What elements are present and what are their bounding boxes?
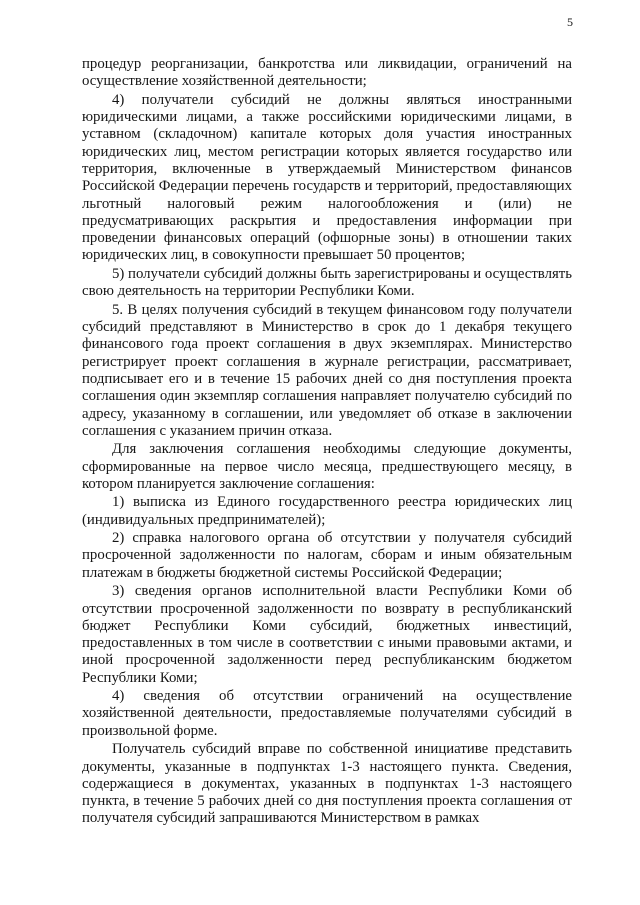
page-number: 5 [567,15,573,29]
paragraph-doc-4-restrictions: 4) сведения об отсутствии ограничений на осуществление хозяйственной деятельности, предоставляемые получателями субсидий в произвольной форме. [82,688,572,739]
paragraph-own-initiative: Получатель субсидий вправе по собственной инициативе представить документы, указанные в подпунктах 1-3 настоящего пункта. Сведения, содержащиеся в документах, указанных в подпунктах 1-3 настоящего пункта, в течение 5 рабочих дней со дня поступления проекта соглашения от получателя субсидий запрашиваются Министерством в рамках [82,741,572,827]
paragraph-item-4-foreign-entities: 4) получатели субсидий не должны являться иностранными юридическими лицами, а также российскими юридическими лицами, в уставном (складочном) капитале которых доля участия иностранных юридических лиц, местом регистрации которых является государство или территория, включенные в утверждаемый Министерством финансов Российской Федерации перечень государств и территорий, предоставляющих льготный налоговый режим налогообложения и (или) не предусматривающих раскрытия и предоставления информации при проведении финансовых операций (офшорные зоны) в отношении таких юридических лиц, в совокупности превышает 50 процентов; [82,91,572,264]
paragraph-section-5: 5. В целях получения субсидий в текущем финансовом году получатели субсидий представляют в Министерство в срок до 1 декабря текущего финансового года проект соглашения в двух экземплярах. Министерство регистрирует проект соглашения в журнале регистрации, рассматривает, подписывает его и в течение 15 рабочих дней со дня поступления проекта соглашения один экземпляр соглашения направляет получателю субсидий по адресу, указанному в соглашении, или уведомляет об отказе в заключении соглашения с указанием причин отказа. [82,301,572,439]
paragraph-item-5-registration: 5) получатели субсидий должны быть зарегистрированы и осуществлять свою деятельность на территории Республики Коми. [82,265,572,300]
paragraph-continuation: процедур реорганизации, банкротства или ликвидации, ограничений на осуществление хозяйственной деятельности; [82,56,572,90]
document-body [82,56,572,829]
paragraph-doc-1-extract: 1) выписка из Единого государственного реестра юридических лиц (индивидуальных предпринимателей); [82,494,572,528]
paragraph-documents-intro: Для заключения соглашения необходимы следующие документы, сформированные на первое число месяца, предшествующего месяцу, в котором планируется заключение соглашения: [82,441,572,492]
paragraph-doc-3-debt-info: 3) сведения органов исполнительной власти Республики Коми об отсутствии просроченной задолженности по возврату в республиканский бюджет Республики Коми субсидий, бюджетных инвестиций, предоставленных в том числе в соответствии с иными правовыми актами, и иной просроченной задолженности перед республиканским бюджетом Республики Коми; [82,583,572,686]
paragraph-doc-2-tax-certificate: 2) справка налогового органа об отсутствии у получателя субсидий просроченной задолженности по налогам, сборам и иным обязательным платежам в бюджеты бюджетной системы Российской Федерации; [82,530,572,581]
